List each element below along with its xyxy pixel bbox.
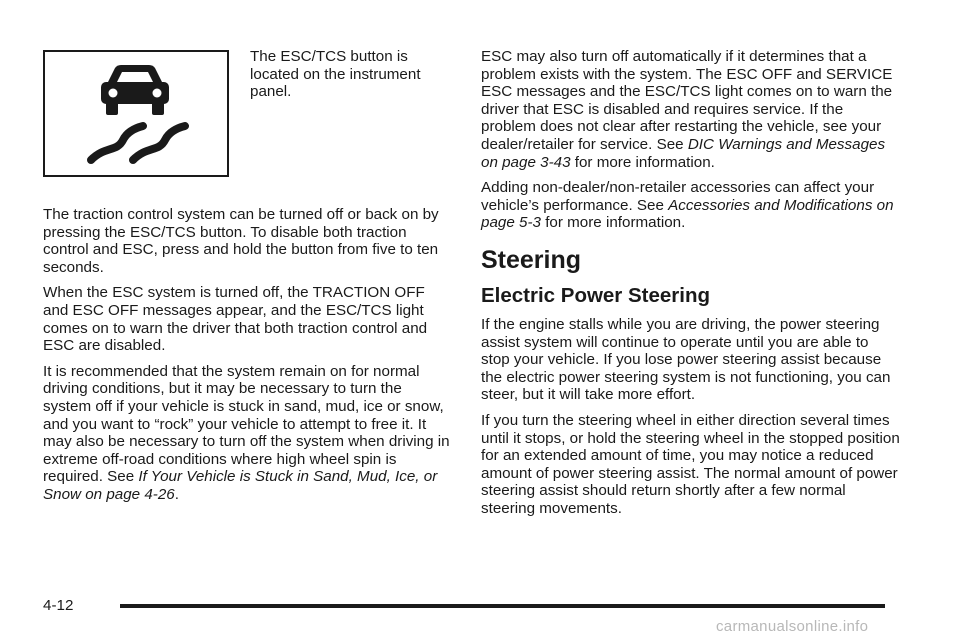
paragraph: It is recommended that the system remain on for normal driving conditions, but it may be necessary to turn the system off if your vehicle is stuck in sand, mud, ice or snow, and you want to “rock” your vehicle to attempt to free it. It may also be necessary to turn off the system when driving in extreme off-road conditions where high wheel spin is required. See If Your Vehicle is Stuck in Sand, Mud, Ice, or Snow on page 4-26. xyxy=(43,362,450,503)
cross-reference-link[interactable]: DIC Warnings and Messages on page 3-43 xyxy=(481,135,886,171)
icon-caption: The ESC/TCS button is located on the instrument panel. xyxy=(250,48,421,101)
subsection-title: Electric Power Steering xyxy=(481,283,711,307)
page-number: 4-12 xyxy=(43,597,74,614)
left-column xyxy=(43,206,451,512)
paragraph: When the ESC system is turned off, the TRACTION OFF and ESC OFF messages appear, and the ESC/TCS light comes on to warn the driver that both traction control and ESC are disabled. xyxy=(43,284,428,355)
paragraph: If you turn the steering wheel in either direction several times until it stops, or hold the steering wheel in the stopped position for an extended amount of time, you may notice a reduced amount of power steering assist. The normal amount of power steering assist should return shortly after a few normal steering movements. xyxy=(481,411,900,517)
cross-reference-link[interactable]: If Your Vehicle is Stuck in Sand, Mud, Ice, or Snow on page 4-26 xyxy=(43,468,438,503)
paragraph: The traction control system can be turned off or back on by pressing the ESC/TCS button. To disable both traction control and ESC, press and hold the button from five to ten seconds. xyxy=(43,206,439,276)
right-column xyxy=(481,48,901,525)
section-title: Steering xyxy=(481,245,582,274)
footer-rule xyxy=(120,604,885,608)
skidding-car-icon xyxy=(45,52,227,175)
esc-tcs-indicator-box xyxy=(43,50,229,177)
watermark: carmanualsonline.info xyxy=(716,618,869,635)
paragraph: Adding non-dealer/non-retailer accessories can affect your vehicle’s performance. See Accessories and Modifications on page 5-3 for more information. xyxy=(481,179,894,232)
cross-reference-link[interactable]: Accessories and Modifications on page 5-3 xyxy=(481,196,894,232)
paragraph: ESC may also turn off automatically if it determines that a problem exists with the system. The ESC OFF and SERVICE ESC messages and the ESC/TCS light comes on to warn the driver that ESC is disabled and requires service. If the problem does not clear after restarting the vehicle, see your dealer/retailer for service. See DIC Warnings and Messages on page 3-43 for more information. xyxy=(481,48,893,171)
paragraph: If the engine stalls while you are driving, the power steering assist system will continue to operate until you are able to stop your vehicle. If you lose power steering assist because the electric power steering system is not functioning, you can steer, but it will take more effort. xyxy=(481,315,891,404)
